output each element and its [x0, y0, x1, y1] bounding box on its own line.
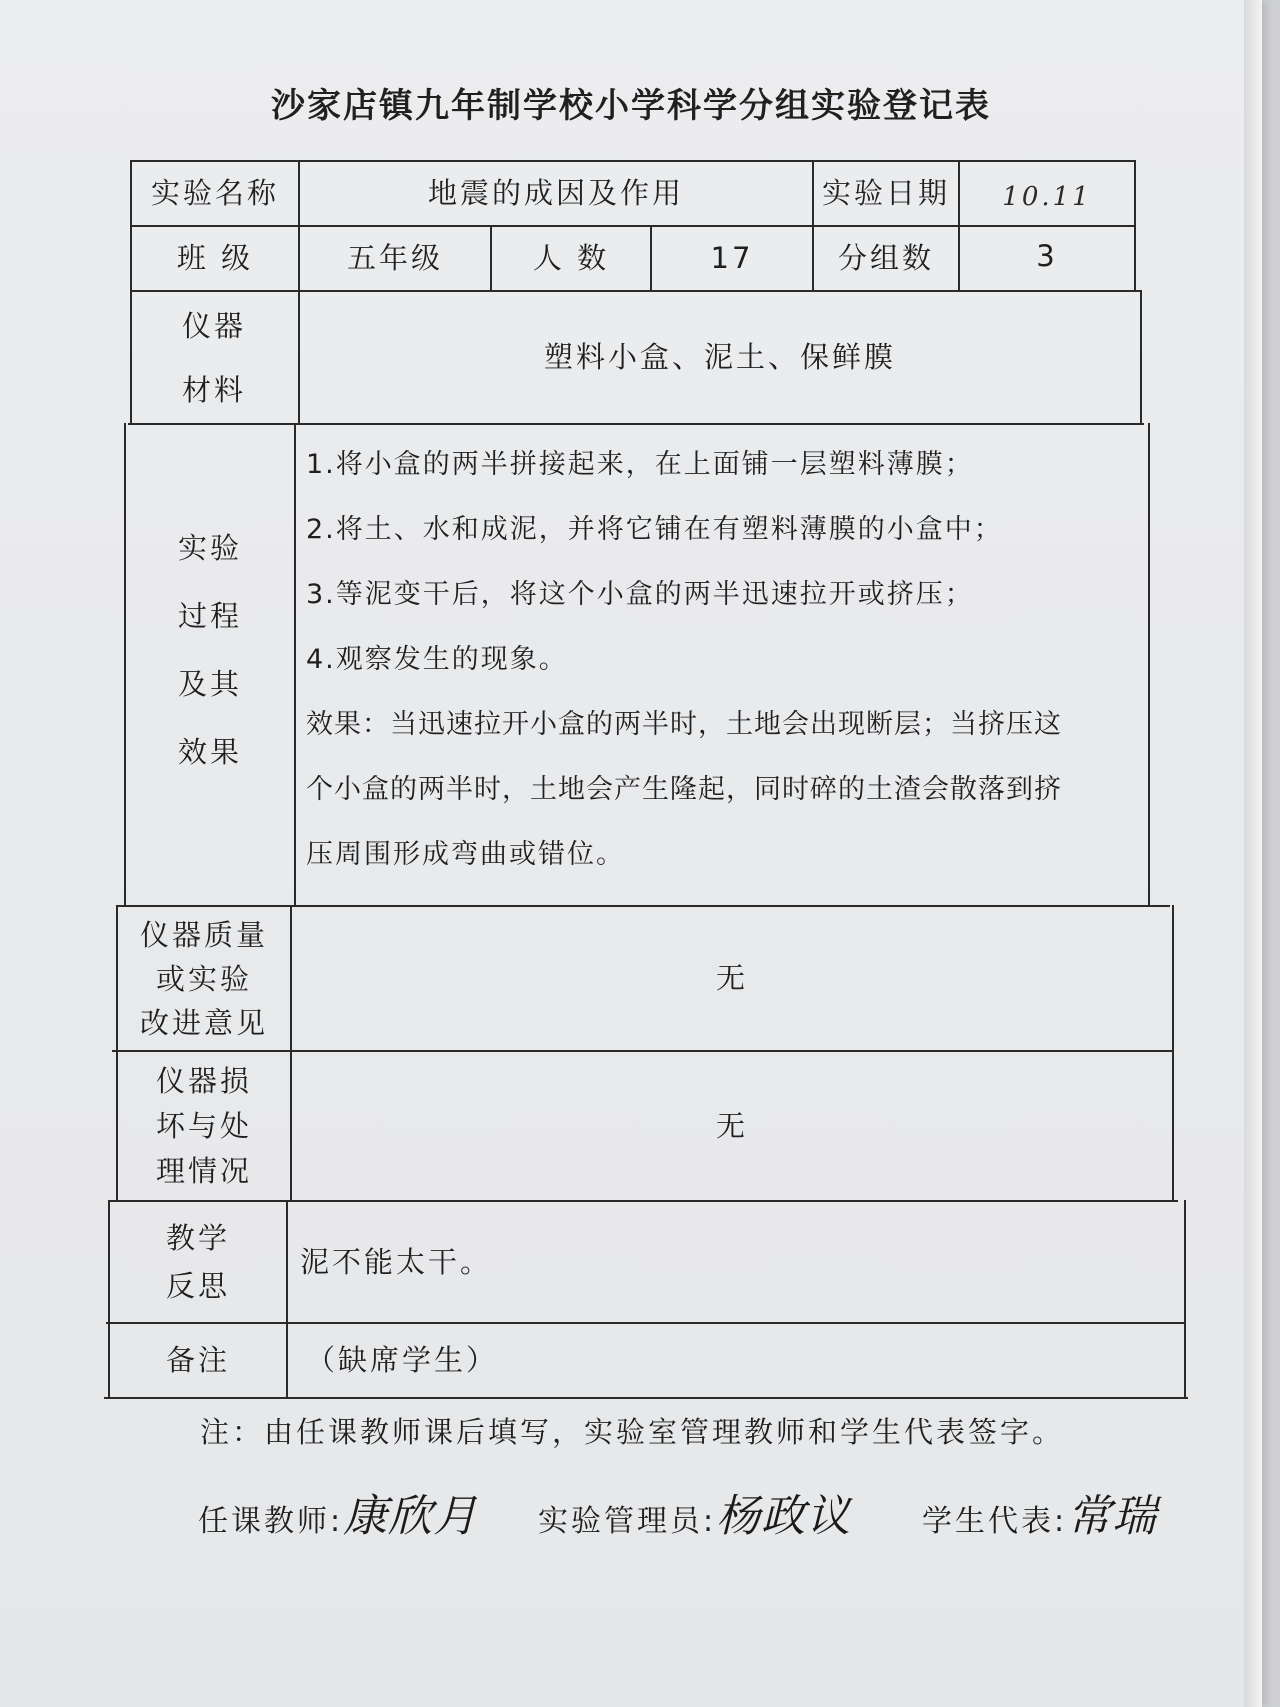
damage-label-line: 理情况	[155, 1153, 252, 1188]
admin-name: 杨政议	[716, 1491, 852, 1542]
process-line: 2.将土、水和成泥，并将它铺在有塑料薄膜的小盒中；	[306, 514, 1003, 545]
damage-value: 无	[715, 1108, 748, 1143]
reflection-label-line: 反思	[165, 1269, 230, 1303]
student-count-label: 人 数	[532, 241, 610, 276]
quality-label-line: 仪器质量	[139, 917, 268, 952]
group-count-label: 分组数	[837, 241, 934, 276]
paper-edge	[1244, 0, 1262, 1707]
process-label	[126, 500, 294, 800]
damage-label	[118, 1052, 290, 1200]
teacher-name: 康欣月	[343, 1491, 479, 1542]
remarks-value: （缺席学生）	[306, 1343, 499, 1378]
quality-label	[118, 907, 290, 1050]
grid-line	[1172, 905, 1174, 1202]
experiment-date-value: 10.11	[1002, 181, 1092, 212]
class-label: 班 级	[176, 241, 254, 276]
experiment-date-label: 实验日期	[821, 176, 950, 211]
equipment-label-line: 材料	[181, 372, 246, 407]
grid-line	[104, 1397, 1188, 1399]
grid-line	[294, 423, 296, 905]
grid-line	[1134, 160, 1136, 292]
form-title: 沙家店镇九年制学校小学科学分组实验登记表	[271, 86, 991, 126]
student-name: 常瑞	[1067, 1491, 1158, 1542]
group-count-value: 3	[1036, 239, 1058, 274]
grid-line	[286, 1200, 288, 1399]
experiment-name-value: 地震的成因及作用	[427, 176, 684, 211]
student-signature	[922, 1480, 1157, 1544]
equipment-label-line: 仪器	[181, 308, 246, 343]
process-label-line: 过程	[177, 599, 242, 633]
process-label-line: 效果	[177, 735, 242, 769]
process-line: 1.将小盒的两半拼接起来，在上面铺一层塑料薄膜；	[306, 449, 974, 480]
footer-note: 注：由任课教师课后填写，实验室管理教师和学生代表签字。	[200, 1415, 1065, 1449]
reflection-label-line: 教学	[165, 1221, 230, 1255]
grid-line	[1140, 290, 1142, 425]
process-line: 个小盒的两半时，土地会产生隆起，同时碎的土渣会散落到挤	[306, 774, 1062, 805]
process-line: 4.观察发生的现象。	[306, 644, 568, 675]
equipment-value: 塑料小盒、泥土、保鲜膜	[543, 340, 896, 375]
reflection-label	[110, 1202, 286, 1322]
class-value: 五年级	[346, 241, 443, 276]
process-line: 效果：当迅速拉开小盒的两半时，土地会出现断层；当挤压这	[306, 709, 1062, 740]
process-label-line: 及其	[177, 667, 242, 701]
admin-label: 实验管理员:	[538, 1504, 717, 1539]
grid-line	[1184, 1200, 1186, 1399]
process-line: 3.等泥变干后，将这个小盒的两半迅速拉开或挤压；	[306, 579, 974, 610]
quality-label-line: 或实验	[155, 961, 252, 996]
quality-label-line: 改进意见	[139, 1005, 268, 1040]
student-count-value: 17	[710, 241, 754, 276]
student-label: 学生代表:	[922, 1504, 1068, 1539]
quality-value: 无	[715, 961, 748, 996]
experiment-name-label: 实验名称	[150, 176, 279, 211]
teacher-label: 任课教师:	[198, 1504, 344, 1539]
process-label-line: 实验	[177, 531, 242, 565]
admin-signature	[538, 1480, 851, 1544]
grid-line	[128, 423, 1144, 425]
teacher-signature	[198, 1480, 478, 1544]
process-text	[306, 432, 1146, 887]
remarks-label: 备注	[165, 1343, 230, 1378]
reflection-value: 泥不能太干。	[300, 1244, 493, 1279]
damage-label-line: 坏与处	[155, 1108, 252, 1143]
damage-label-line: 仪器损	[155, 1063, 252, 1098]
equipment-label	[132, 292, 296, 423]
process-line: 压周围形成弯曲或错位。	[306, 839, 625, 870]
grid-line	[1148, 423, 1150, 907]
